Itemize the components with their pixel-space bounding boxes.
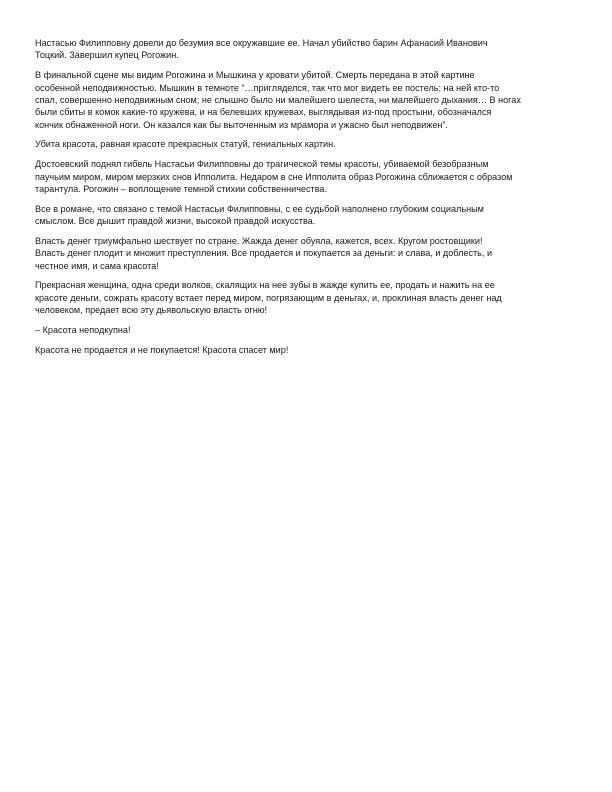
paragraph: Убита красота, равная красоте прекрасных статуй, гениальных картин.: [35, 139, 336, 150]
paragraph: Все в романе, что связано с темой Настасьи Филипповны, с ее судьбой наполнено глубоким социальным смыслом. Все дышит правдой жизни, высокой правдой искусства.: [35, 203, 484, 227]
paragraph: В финальной сцене мы видим Рогожина и Мышкина у кровати убитой. Смерть передана в этой картине особенной неподвижностью. Мышкин в темноте “…пригляделся, так что мог видеть ее постель; на ней кто-то спал, совершенно неподвижным сном; не слышно было ни малейшего шелеста, ни малейшего дыхания… В ногах были сбиты в комок какие-то кружева, и на белевших кружевах, выглядывая из-под простыни, обозначался кончик обнаженной ноги. Он казался как бы выточенным из мрамора и ужасно был неподвижен”.: [35, 70, 521, 130]
paragraph: Прекрасная женщина, одна среди волков, скалящих на нее зубы в жажде купить ее, продать и нажить на ее красоте деньги, сожрать красоту встает перед миром, погрязающим в деньгах, и, проклиная власть денег над человеком, предает всю эту дьявольскую власть огню!: [35, 280, 502, 316]
paragraph: Настасью Филипповну довели до безумия все окружавшие ее. Начал убийство барин Афанасий Иванович Тоцкий. Завершил купец Рогожин.: [35, 38, 488, 61]
document-body: [35, 37, 575, 363]
paragraph: Красота не продается и не покупается! Красота спасет мир!: [35, 344, 289, 355]
paragraph: Власть денег триумфально шествует по стране. Жажда денег обуяла, кажется, всех. Кругом ростовщики! Власть денег плодит и множит преступления. Все продается и покупается за деньги: и слава, и доблесть, и честное имя, и сама красота!: [35, 235, 493, 271]
paragraph: Достоевский поднял гибель Настасьи Филипповны до трагической темы красоты, убиваемой безобразным паучьим миром, миром мерзких снов Ипполита. Недаром в сне Ипполита образ Рогожина сближается с образом тарантула. Рогожин – воплощение темной стихии собственничества.: [35, 159, 513, 194]
paragraph: – Красота неподкупна!: [35, 324, 131, 335]
